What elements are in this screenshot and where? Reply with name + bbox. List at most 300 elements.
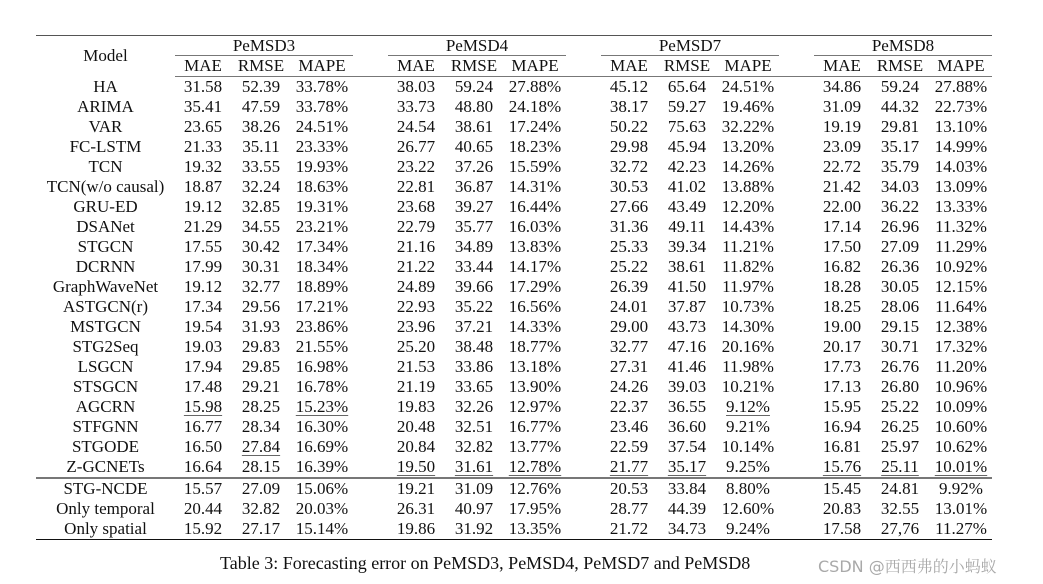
- metric-value: 19.54: [183, 317, 223, 336]
- metric-value: 16.50: [183, 437, 223, 456]
- column-gap: [353, 257, 388, 277]
- table-row: [36, 217, 992, 237]
- metric-value: 16.30%: [295, 417, 349, 436]
- metric-cell: [231, 457, 291, 478]
- metric-value: 18.25: [822, 297, 862, 316]
- table-row: [36, 137, 992, 157]
- metric-header-mae: MAE: [388, 56, 444, 77]
- metric-cell: [388, 297, 444, 317]
- metric-value: 29.00: [609, 317, 649, 336]
- metric-cell: [657, 499, 717, 519]
- metric-value: 35.41: [183, 97, 223, 116]
- metric-value: 22.37: [609, 397, 649, 416]
- column-gap: [779, 157, 814, 177]
- metric-cell: [870, 277, 930, 297]
- metric-value: 39.66: [454, 277, 494, 296]
- metric-cell: [291, 257, 353, 277]
- metric-value: 33.86: [454, 357, 494, 376]
- metric-value: 29.81: [880, 117, 920, 136]
- metric-value: 40.65: [454, 137, 494, 156]
- metric-value: 35.79: [880, 157, 920, 176]
- metric-cell: [814, 117, 870, 137]
- metric-value: 23.09: [822, 137, 862, 156]
- metric-cell: [444, 277, 504, 297]
- metric-cell: [717, 177, 779, 197]
- metric-value: 14.26%: [721, 157, 775, 176]
- metric-cell: [814, 77, 870, 98]
- metric-value: 16.77%: [508, 417, 562, 436]
- metric-value: 19.03: [183, 337, 223, 356]
- metric-cell: [175, 499, 231, 519]
- metric-cell: [504, 297, 566, 317]
- metric-cell: [657, 257, 717, 277]
- column-gap: [353, 377, 388, 397]
- metric-value: 15.76: [822, 457, 862, 476]
- metric-value: 34.73: [667, 519, 707, 538]
- metric-cell: [601, 297, 657, 317]
- metric-cell: [717, 317, 779, 337]
- metric-cell: [601, 157, 657, 177]
- metric-value: 17.58: [822, 519, 862, 538]
- model-name: MSTGCN: [70, 317, 141, 336]
- metric-cell: [657, 77, 717, 98]
- metric-value: 13.20%: [721, 137, 775, 156]
- metric-value: 15.23%: [295, 397, 349, 416]
- column-gap: [779, 499, 814, 519]
- metric-value: 37.87: [667, 297, 707, 316]
- metric-value: 31.61: [454, 457, 494, 476]
- metric-value: 19.12: [183, 197, 223, 216]
- metric-value: 22.81: [396, 177, 436, 196]
- metric-cell: [601, 237, 657, 257]
- metric-cell: [175, 157, 231, 177]
- metric-value: 17.55: [183, 237, 223, 256]
- metric-value: 29.83: [241, 337, 281, 356]
- metric-cell: [814, 197, 870, 217]
- column-gap: [566, 97, 601, 117]
- metric-cell: [444, 437, 504, 457]
- metric-cell: [717, 277, 779, 297]
- metric-value: 34.86: [822, 77, 862, 96]
- column-gap: [566, 519, 601, 540]
- metric-value: 20.84: [396, 437, 436, 456]
- column-gap: [779, 297, 814, 317]
- dataset-name: PeMSD4: [388, 37, 566, 56]
- metric-cell: [504, 478, 566, 499]
- column-gap: [566, 499, 601, 519]
- metric-cell: [870, 297, 930, 317]
- metric-cell: [175, 197, 231, 217]
- metric-value: 65.64: [667, 77, 707, 96]
- column-gap: [779, 397, 814, 417]
- metric-cell: [870, 397, 930, 417]
- model-name: TCN: [88, 157, 123, 176]
- metric-value: 18.77%: [508, 337, 562, 356]
- metric-cell: [504, 519, 566, 540]
- metric-cell: [175, 177, 231, 197]
- metric-cell: [657, 137, 717, 157]
- column-gap: [779, 377, 814, 397]
- metric-cell: [717, 77, 779, 98]
- metric-cell: [504, 77, 566, 98]
- metric-cell: [231, 117, 291, 137]
- metric-value: 27.84: [241, 437, 281, 456]
- metric-cell: [601, 137, 657, 157]
- metric-cell: [388, 499, 444, 519]
- metric-cell: [444, 337, 504, 357]
- metric-cell: [504, 177, 566, 197]
- table-row: [36, 397, 992, 417]
- metric-cell: [291, 197, 353, 217]
- metric-cell: [504, 457, 566, 478]
- metric-cell: [601, 77, 657, 98]
- metric-value: 21.16: [396, 237, 436, 256]
- metric-cell: [504, 197, 566, 217]
- metric-value: 19.00: [822, 317, 862, 336]
- metric-cell: [870, 257, 930, 277]
- metric-value: 10.21%: [721, 377, 775, 396]
- metric-value: 20.48: [396, 417, 436, 436]
- column-gap: [566, 157, 601, 177]
- metric-cell: [657, 337, 717, 357]
- metric-value: 28.77: [609, 499, 649, 518]
- metric-cell: [657, 177, 717, 197]
- metric-value: 32.26: [454, 397, 494, 416]
- metric-cell: [870, 377, 930, 397]
- metric-cell: [814, 437, 870, 457]
- metric-cell: [657, 377, 717, 397]
- metric-value: 15.95: [822, 397, 862, 416]
- metric-value: 59.24: [454, 77, 494, 96]
- metric-value: 38.17: [609, 97, 649, 116]
- column-gap: [353, 397, 388, 417]
- metric-cell: [657, 397, 717, 417]
- metric-value: 31.93: [241, 317, 281, 336]
- metric-value: 34.03: [880, 177, 920, 196]
- metric-cell: [930, 137, 992, 157]
- metric-value: 13.83%: [508, 237, 562, 256]
- metric-value: 12.78%: [508, 457, 562, 476]
- table-row: [36, 437, 992, 457]
- metric-cell: [870, 97, 930, 117]
- metric-header-mae: MAE: [814, 56, 870, 77]
- metric-value: 11.97%: [722, 277, 774, 296]
- metric-cell: [814, 217, 870, 237]
- column-gap: [566, 77, 601, 98]
- metric-cell: [601, 457, 657, 478]
- metric-cell: [231, 417, 291, 437]
- metric-cell: [231, 478, 291, 499]
- metric-value: 27.66: [609, 197, 649, 216]
- metric-cell: [231, 297, 291, 317]
- metric-cell: [717, 337, 779, 357]
- metric-cell: [175, 519, 231, 540]
- metric-value: 18.23%: [508, 137, 562, 156]
- metric-cell: [601, 97, 657, 117]
- metric-value: 21.53: [396, 357, 436, 376]
- metric-cell: [601, 357, 657, 377]
- metric-value: 44.32: [880, 97, 920, 116]
- table-row: [36, 77, 992, 98]
- metric-cell: [657, 217, 717, 237]
- model-name: STSGCN: [72, 377, 139, 396]
- metric-cell: [601, 337, 657, 357]
- table-row: [36, 417, 992, 437]
- metric-value: 35.17: [880, 137, 920, 156]
- metric-cell: [444, 97, 504, 117]
- metric-value: 20.16%: [721, 337, 775, 356]
- metric-value: 11.98%: [722, 357, 774, 376]
- metric-value: 12.60%: [721, 499, 775, 518]
- metric-value: 13.35%: [508, 519, 562, 538]
- metric-value: 32.82: [454, 437, 494, 456]
- metric-value: 47.16: [667, 337, 707, 356]
- metric-value: 26.25: [880, 417, 920, 436]
- metric-cell: [504, 437, 566, 457]
- column-gap: [566, 237, 601, 257]
- column-gap: [779, 417, 814, 437]
- metric-cell: [814, 377, 870, 397]
- metric-value: 24.18%: [508, 97, 562, 116]
- metric-cell: [930, 297, 992, 317]
- metric-value: 28.15: [241, 457, 281, 476]
- metric-value: 26.77: [396, 137, 436, 156]
- dataset-name: PeMSD3: [175, 37, 353, 56]
- metric-cell: [504, 237, 566, 257]
- metric-value: 10.62%: [934, 437, 988, 456]
- metric-cell: [444, 77, 504, 98]
- metric-cell: [504, 257, 566, 277]
- metric-cell: [291, 337, 353, 357]
- metric-cell: [601, 417, 657, 437]
- metric-cell: [175, 257, 231, 277]
- metric-value: 16.81: [822, 437, 862, 456]
- metric-value: 18.28: [822, 277, 862, 296]
- metric-cell: [175, 377, 231, 397]
- metric-value: 18.63%: [295, 177, 349, 196]
- metric-cell: [444, 157, 504, 177]
- metric-cell: [504, 397, 566, 417]
- metric-cell: [175, 457, 231, 478]
- metric-cell: [504, 157, 566, 177]
- metric-cell: [717, 357, 779, 377]
- table-row: [36, 357, 992, 377]
- metric-value: 17.99: [183, 257, 223, 276]
- metric-cell: [657, 357, 717, 377]
- metric-value: 20.44: [183, 499, 223, 518]
- metric-value: 22.73%: [934, 97, 988, 116]
- metric-cell: [930, 478, 992, 499]
- metric-value: 11.64%: [935, 297, 987, 316]
- metric-value: 33.55: [241, 157, 281, 176]
- metric-value: 26.76: [880, 357, 920, 376]
- column-gap: [779, 36, 814, 57]
- table-body: [36, 77, 992, 540]
- metric-value: 21.72: [609, 519, 649, 538]
- metric-value: 17.32%: [934, 337, 988, 356]
- metric-cell: [444, 117, 504, 137]
- metric-cell: [717, 117, 779, 137]
- table-header: [36, 36, 992, 77]
- metric-value: 20.17: [822, 337, 862, 356]
- metric-value: 29.21: [241, 377, 281, 396]
- metric-cell: [444, 357, 504, 377]
- metric-cell: [291, 457, 353, 478]
- metric-cell: [504, 337, 566, 357]
- metric-cell: [291, 157, 353, 177]
- metric-cell: [814, 337, 870, 357]
- column-gap: [566, 417, 601, 437]
- metric-cell: [388, 337, 444, 357]
- metric-value: 38.48: [454, 337, 494, 356]
- metric-cell: [814, 397, 870, 417]
- model-name: VAR: [88, 117, 123, 136]
- model-name: ARIMA: [77, 97, 134, 116]
- metric-cell: [444, 417, 504, 437]
- metric-cell: [388, 457, 444, 478]
- metric-cell: [814, 137, 870, 157]
- metric-cell: [231, 177, 291, 197]
- metric-value: 17.21%: [295, 297, 349, 316]
- metric-value: 19.31%: [295, 197, 349, 216]
- metric-cell: [814, 457, 870, 478]
- metric-cell: [175, 437, 231, 457]
- metric-value: 22.93: [396, 297, 436, 316]
- metric-cell: [717, 157, 779, 177]
- metric-value: 27,76: [880, 519, 920, 538]
- model-name: DSANet: [76, 217, 135, 236]
- column-gap: [566, 217, 601, 237]
- metric-value: 19.32: [183, 157, 223, 176]
- table-row: [36, 337, 992, 357]
- table-row: [36, 377, 992, 397]
- model-name: FC-LSTM: [69, 137, 142, 156]
- table-row: [36, 117, 992, 137]
- metric-value: 16.78%: [295, 377, 349, 396]
- metric-value: 13.77%: [508, 437, 562, 456]
- column-gap: [566, 337, 601, 357]
- metric-cell: [870, 337, 930, 357]
- metric-value: 12.97%: [508, 397, 562, 416]
- column-gap: [779, 478, 814, 499]
- metric-cell: [388, 257, 444, 277]
- metric-cell: [601, 499, 657, 519]
- table-row: [36, 499, 992, 519]
- metric-value: 31.36: [609, 217, 649, 236]
- metric-value: 12.20%: [721, 197, 775, 216]
- model-name: TCN(w/o causal): [46, 177, 165, 196]
- column-gap: [779, 257, 814, 277]
- forecasting-error-table: [36, 35, 992, 540]
- column-gap: [566, 197, 601, 217]
- metric-value: 30.71: [880, 337, 920, 356]
- metric-cell: [814, 317, 870, 337]
- metric-cell: [444, 397, 504, 417]
- metric-cell: [231, 377, 291, 397]
- metric-cell: [717, 417, 779, 437]
- metric-value: 16.39%: [295, 457, 349, 476]
- metric-cell: [870, 519, 930, 540]
- metric-cell: [814, 177, 870, 197]
- metric-value: 32.72: [609, 157, 649, 176]
- column-gap: [566, 277, 601, 297]
- column-gap: [566, 457, 601, 478]
- metric-cell: [601, 519, 657, 540]
- metric-value: 24.01: [609, 297, 649, 316]
- metric-cell: [717, 297, 779, 317]
- metric-value: 35.77: [454, 217, 494, 236]
- model-name: STGODE: [71, 437, 140, 456]
- column-gap: [566, 317, 601, 337]
- metric-cell: [930, 499, 992, 519]
- metric-cell: [930, 377, 992, 397]
- metric-value: 32.85: [241, 197, 281, 216]
- metric-value: 23.22: [396, 157, 436, 176]
- metric-cell: [814, 277, 870, 297]
- metric-cell: [657, 417, 717, 437]
- metric-cell: [930, 217, 992, 237]
- metric-value: 22.72: [822, 157, 862, 176]
- metric-value: 19.19: [822, 117, 862, 136]
- column-gap: [779, 177, 814, 197]
- metric-value: 35.22: [454, 297, 494, 316]
- metric-value: 26.96: [880, 217, 920, 236]
- metric-value: 17.29%: [508, 277, 562, 296]
- table-row: [36, 478, 992, 499]
- model-column-header: Model: [36, 36, 175, 77]
- metric-value: 33.84: [667, 479, 707, 498]
- metric-value: 59.27: [667, 97, 707, 116]
- metric-value: 24.51%: [295, 117, 349, 136]
- column-gap: [566, 117, 601, 137]
- metric-value: 14.99%: [934, 137, 988, 156]
- column-gap: [353, 478, 388, 499]
- model-name: Z-GCNETs: [66, 457, 145, 476]
- metric-cell: [231, 499, 291, 519]
- column-gap: [353, 217, 388, 237]
- metric-cell: [444, 519, 504, 540]
- metric-cell: [291, 317, 353, 337]
- metric-cell: [601, 317, 657, 337]
- metric-value: 19.86: [396, 519, 436, 538]
- metric-value: 20.83: [822, 499, 862, 518]
- metric-value: 13.10%: [934, 117, 988, 136]
- metric-cell: [175, 237, 231, 257]
- metric-cell: [930, 77, 992, 98]
- metric-cell: [657, 437, 717, 457]
- metric-cell: [870, 317, 930, 337]
- metric-cell: [814, 519, 870, 540]
- column-gap: [353, 417, 388, 437]
- metric-cell: [175, 117, 231, 137]
- metric-value: 16.77: [183, 417, 223, 436]
- column-gap: [353, 137, 388, 157]
- column-gap: [779, 437, 814, 457]
- metric-cell: [231, 197, 291, 217]
- column-gap: [353, 499, 388, 519]
- metric-value: 41.46: [667, 357, 707, 376]
- metric-value: 38.03: [396, 77, 436, 96]
- metric-cell: [504, 97, 566, 117]
- metric-value: 17.14: [822, 217, 862, 236]
- metric-value: 15.14%: [295, 519, 349, 538]
- metric-cell: [175, 97, 231, 117]
- table-row: [36, 297, 992, 317]
- metric-value: 59.24: [880, 77, 920, 96]
- metric-value: 23.46: [609, 417, 649, 436]
- metric-cell: [657, 97, 717, 117]
- metric-value: 28.25: [241, 397, 281, 416]
